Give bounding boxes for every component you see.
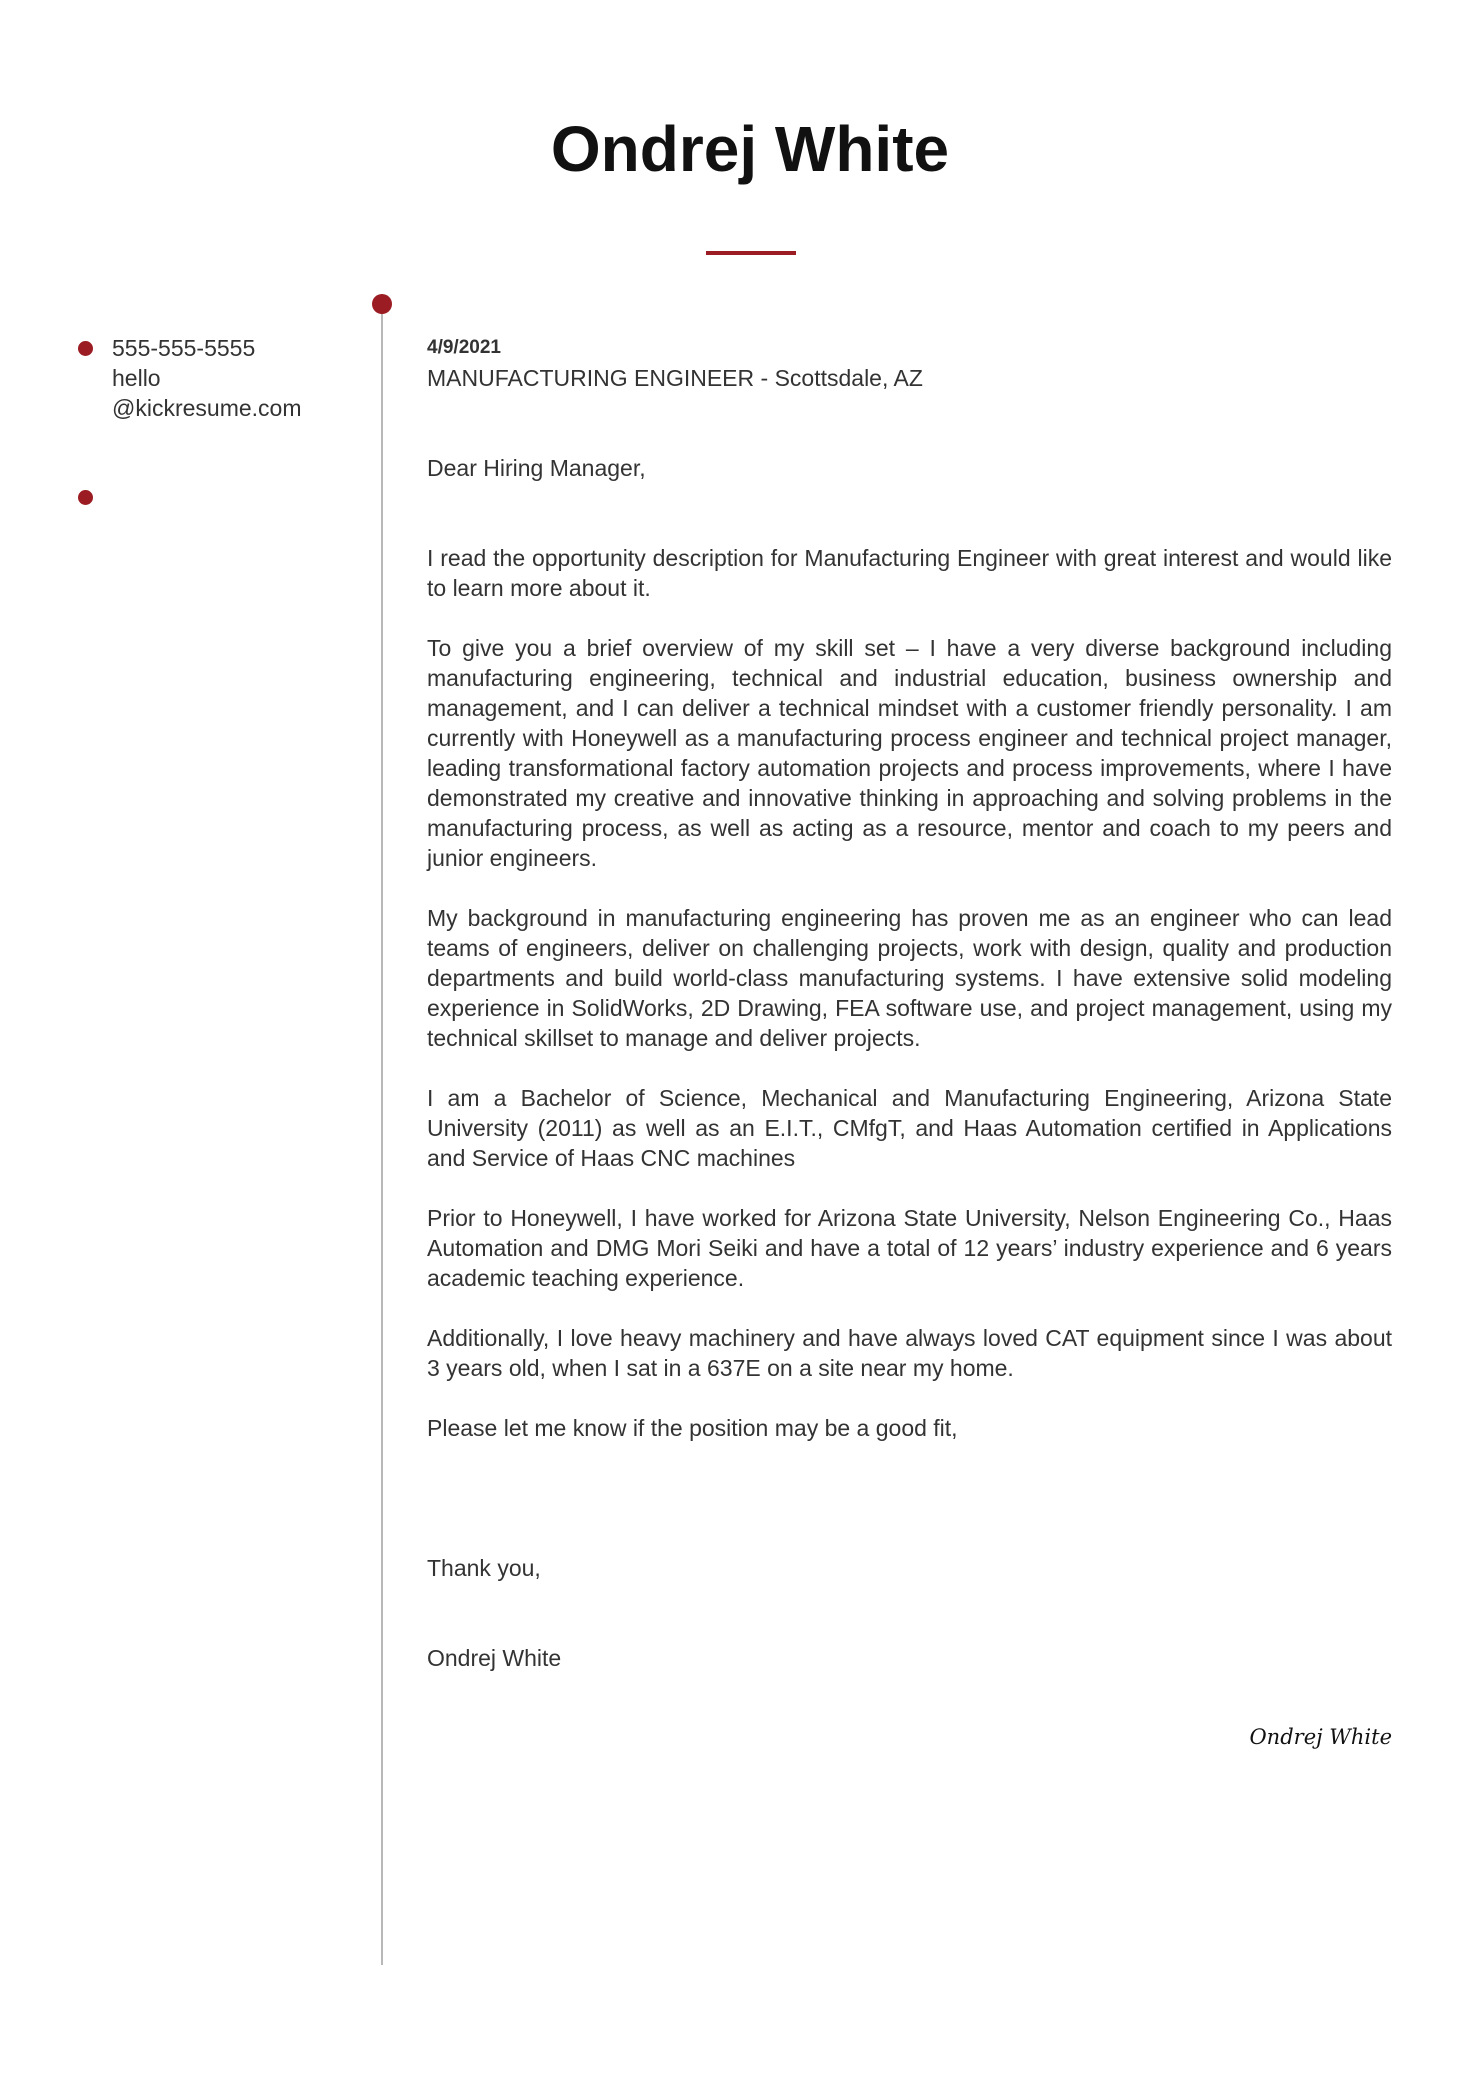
- paragraph: Additionally, I love heavy machinery and have always loved CAT equipment since I was about 3 years old, when I sat in a 637E on a site near my home.: [427, 1325, 1392, 1381]
- paragraph: I am a Bachelor of Science, Mechanical and Manufacturing Engineering, Arizona State University (2011) as well as an E.I.T., CMfgT, and Haas Automation certified in Applications and Service of Haas CNC machines: [427, 1085, 1392, 1171]
- signoff-name: Ondrej White: [427, 1645, 562, 1671]
- phone-number: 555-555-5555: [112, 335, 256, 361]
- paragraph: To give you a brief overview of my skill set – I have a very diverse background including manufacturing engineering, technical and industrial education, business ownership and management, and I can deliver a technical mindset with a customer friendly personality. I am currently with Honeywell as a manufacturing process engineer and technical project manager, leading transformational factory automation projects and process improvements, where I have demonstrated my creative and innovative thinking in approaching and solving problems in the manufacturing process, as well as acting as a resource, mentor and coach to my peers and junior engineers.: [427, 635, 1392, 871]
- contact-bullet: [78, 341, 93, 356]
- timeline-dot: [372, 294, 392, 314]
- email-line-1: hello: [112, 365, 161, 391]
- letter-date: 4/9/2021: [427, 337, 501, 358]
- name-divider: [706, 251, 796, 255]
- paragraph: My background in manufacturing engineering has proven me as an engineer who can lead teams of engineers, deliver on challenging projects, work with design, quality and production departments and build world-class manufacturing systems. I have extensive solid modeling experience in SolidWorks, 2D Drawing, FEA software use, and project management, using my technical skillset to manage and deliver projects.: [427, 905, 1392, 1051]
- paragraph: Prior to Honeywell, I have worked for Arizona State University, Nelson Engineering Co., Haas Automation and DMG Mori Seiki and have a total of 12 years’ industry experience and 6 years academic teaching experience.: [427, 1205, 1392, 1291]
- paragraph: I read the opportunity description for Manufacturing Engineer with great interest and would like to learn more about it.: [427, 545, 1392, 601]
- position-title: MANUFACTURING ENGINEER - Scottsdale, AZ: [427, 365, 923, 391]
- handwritten-signature: Ondrej White: [1249, 1725, 1392, 1749]
- contact-info: [112, 333, 372, 423]
- salutation: Dear Hiring Manager,: [427, 455, 646, 481]
- letter-paragraphs: [427, 543, 1392, 1443]
- closing: Thank you,: [427, 1555, 541, 1581]
- timeline-line: [381, 303, 383, 1965]
- email-line-2: @kickresume.com: [112, 395, 302, 421]
- paragraph: Please let me know if the position may be a good fit,: [427, 1415, 958, 1441]
- section-bullet: [78, 490, 93, 505]
- letter-body: [427, 333, 1392, 1673]
- applicant-name: Ondrej White: [550, 113, 950, 185]
